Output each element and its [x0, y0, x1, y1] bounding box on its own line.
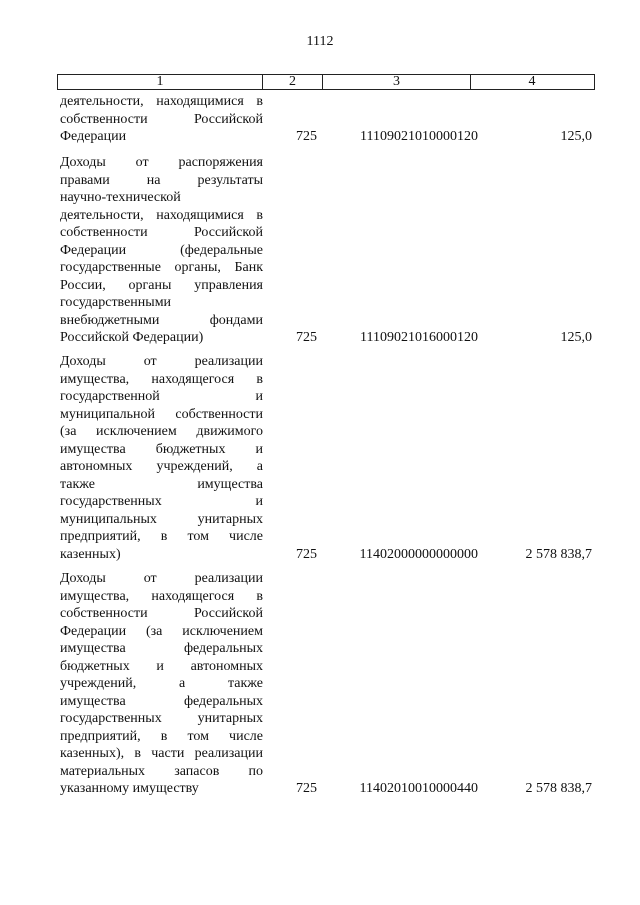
description-line: государственными [60, 295, 172, 310]
description-line: правами на результаты [60, 172, 263, 188]
amount-value: 125,0 [560, 330, 592, 345]
description-line: Доходы от реализации [60, 354, 263, 369]
row-description [60, 570, 263, 798]
admin-code: 725 [296, 129, 317, 144]
description-line: муниципальных унитарных [60, 511, 263, 527]
description-line: имущества бюджетных и [60, 441, 263, 457]
description-line: деятельности, находящимися в [60, 94, 263, 109]
table-row [60, 93, 595, 146]
description-line: государственных унитарных [60, 711, 263, 726]
table-row [60, 570, 595, 798]
description-line: государственной и [60, 389, 263, 404]
description-line: указанному имуществу [60, 781, 199, 796]
description-line: автономных учреждений, а [60, 459, 263, 474]
budget-code: 11109021016000120 [360, 330, 478, 345]
description-line: имущества федеральных [60, 693, 263, 709]
description-line: научно-технической [60, 190, 181, 205]
description-line: Доходы от реализации [60, 571, 263, 586]
description-line: имущества, находящегося в [60, 371, 263, 387]
description-line: материальных запасов по [60, 763, 263, 779]
amount-value: 2 578 838,7 [525, 546, 592, 562]
budget-code: 11109021010000120 [360, 129, 478, 144]
header-col-4: 4 [528, 74, 536, 89]
description-line: государственных и [60, 494, 263, 509]
description-line: также имущества [60, 476, 263, 492]
budget-code: 11402000000000000 [359, 546, 478, 562]
admin-code: 725 [296, 781, 317, 796]
description-line: внебюджетными фондами [60, 312, 263, 328]
admin-code: 725 [296, 330, 317, 345]
header-col-2: 2 [263, 75, 323, 89]
page-number: 1112 [306, 34, 334, 49]
description-line: Доходы от распоряжения [60, 155, 263, 170]
amount-value: 125,0 [560, 129, 592, 144]
description-line: государственные органы, Банк [60, 260, 263, 275]
row-description [60, 93, 263, 146]
admin-code: 725 [296, 546, 317, 562]
description-line: деятельности, находящимися в [60, 207, 263, 223]
description-line: собственности Российской [60, 225, 263, 240]
description-line: России, органы управления [60, 277, 263, 293]
description-line: Российской Федерации) [60, 330, 204, 345]
description-line: (за исключением движимого [60, 424, 263, 439]
description-line: Федерации (за исключением [60, 623, 263, 639]
description-line: Федерации [60, 129, 127, 144]
amount-value: 2 578 838,7 [525, 781, 592, 796]
table-row [60, 154, 595, 347]
description-line: собственности Российской [60, 606, 263, 621]
row-description [60, 353, 263, 563]
budget-code: 11402010010000440 [359, 781, 478, 796]
table-row [60, 353, 595, 563]
table-header [57, 74, 595, 90]
row-description [60, 154, 263, 347]
description-line: казенных), в части реализации [60, 746, 263, 761]
description-line: предприятий, в том числе [60, 529, 263, 544]
description-line: имущества, находящегося в [60, 588, 263, 604]
description-line: учреждений, а также [60, 676, 263, 691]
description-line: имущества федеральных [60, 641, 263, 656]
header-col-3: 3 [323, 75, 471, 89]
description-line: собственности Российской [60, 111, 263, 127]
description-line: предприятий, в том числе [60, 728, 263, 744]
header-col-1: 1 [58, 75, 263, 89]
description-line: муниципальной собственности [60, 406, 263, 422]
description-line: Федерации (федеральные [60, 242, 263, 258]
description-line: казенных) [60, 546, 121, 562]
description-line: бюджетных и автономных [60, 658, 263, 674]
